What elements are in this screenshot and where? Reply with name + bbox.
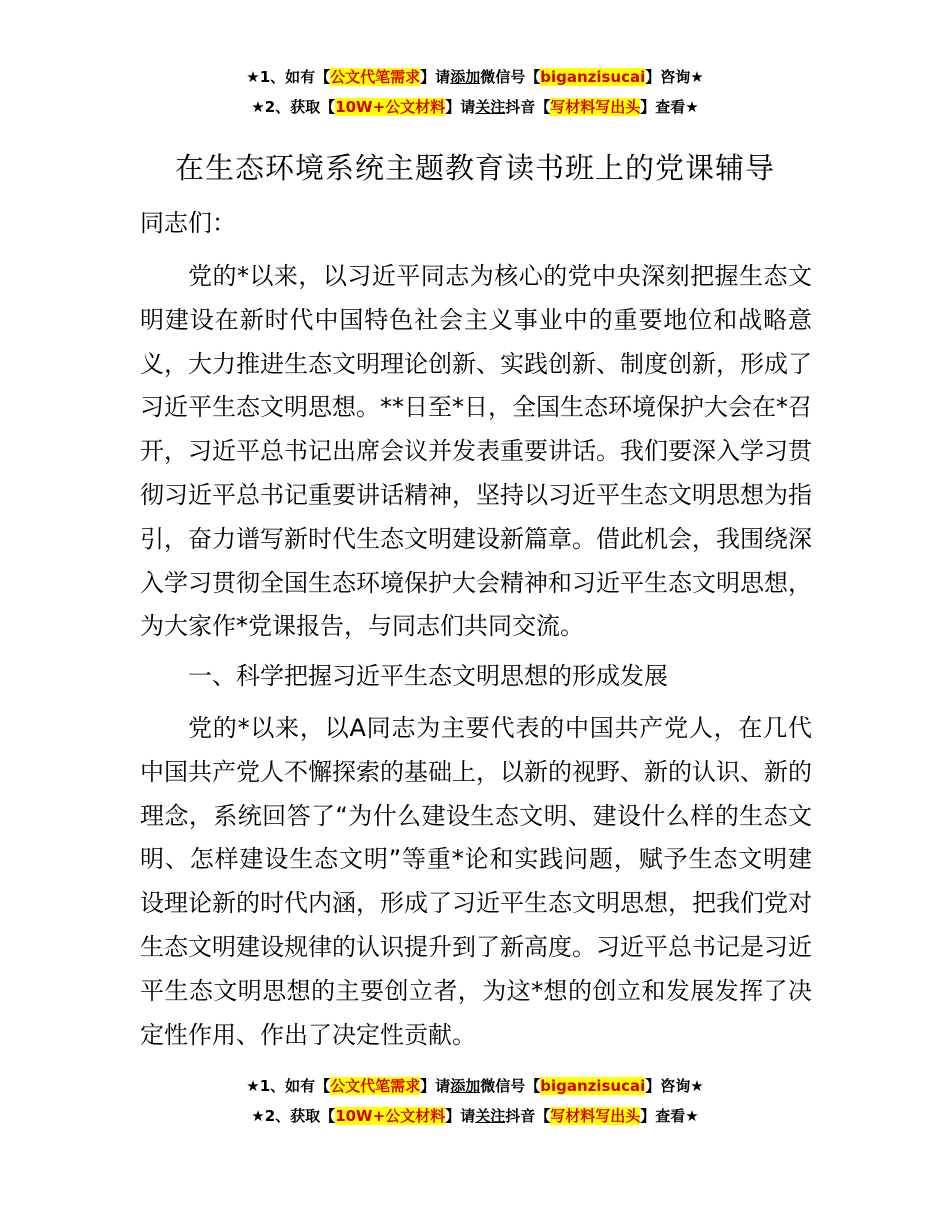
promo-highlight: 10W+公文材料 [335, 1107, 446, 1125]
promo-highlight: 公文代笔需求 [330, 1077, 421, 1095]
promo-wechat-id: biganzisucai [540, 68, 646, 86]
promo-text: 】咨询★ [645, 68, 704, 86]
paragraph-2: 党的*以来，以A同志为主要代表的中国共产党人，在几代中国共产党人不懈探索的基础上，以新的视野、新的认识、新的理念，系统回答了“为什么建设生态文明、建设什么样的生态文明、怎样建设生态文明”等重*论和实践问题，赋予生态文明建设理论新的时代内涵，形成了习近平生态文明思想，把我们党对生态文明建设规律的认识提升到了新高度。习近平总书记是习近平生态文明思想的主要创立者，为这*想的创立和发展发挥了决定性作用、作出了决定性贡献。 [140, 714, 812, 1049]
section-heading-1: 一、科学把握习近平生态文明思想的形成发展 [188, 662, 668, 690]
promo-text: ★2、获取【 [251, 1107, 336, 1125]
promo-text: 抖音【 [505, 98, 551, 116]
promo-underline: 关注 [475, 1107, 506, 1125]
promo-text: 】请 [420, 1077, 451, 1095]
promo-underline: 添加 [450, 1077, 481, 1095]
promo-text: 】查看★ [640, 1107, 699, 1125]
promo-douyin-id: 写材料写出头 [550, 98, 641, 116]
promo-banner-bottom [0, 1071, 950, 1131]
promo-line-2 [0, 92, 950, 122]
promo-banner-top [0, 62, 950, 122]
promo-text: ★1、如有【 [246, 68, 331, 86]
promo-line-2 [0, 1101, 950, 1131]
promo-wechat-id: biganzisucai [540, 1077, 646, 1095]
promo-underline: 关注 [475, 98, 506, 116]
promo-line-1 [0, 1071, 950, 1101]
promo-line-1 [0, 62, 950, 92]
promo-text: ★2、获取【 [251, 98, 336, 116]
promo-highlight: 10W+公文材料 [335, 98, 446, 116]
promo-text: 】请 [445, 98, 476, 116]
promo-underline: 添加 [450, 68, 481, 86]
salutation: 同志们： [140, 209, 236, 237]
promo-text: 微信号【 [480, 1077, 541, 1095]
document-title: 在生态环境系统主题教育读书班上的党课辅导 [174, 151, 775, 185]
promo-text: 】请 [445, 1107, 476, 1125]
promo-text: 】请 [420, 68, 451, 86]
promo-text: 】查看★ [640, 98, 699, 116]
promo-text: 微信号【 [480, 68, 541, 86]
promo-text: 】咨询★ [645, 1077, 704, 1095]
promo-douyin-id: 写材料写出头 [550, 1107, 641, 1125]
promo-highlight: 公文代笔需求 [330, 68, 421, 86]
promo-text: 抖音【 [505, 1107, 551, 1125]
promo-text: ★1、如有【 [246, 1077, 331, 1095]
paragraph-1: 党的*以来，以习近平同志为核心的党中央深刻把握生态文明建设在新时代中国特色社会主义事业中的重要地位和战略意义，大力推进生态文明理论创新、实践创新、制度创新，形成了习近平生态文明思想。**日至*日，全国生态环境保护大会在*召开，习近平总书记出席会议并发表重要讲话。我们要深入学习贯彻习近平总书记重要讲话精神，坚持以习近平生态文明思想为指引，奋力谱写新时代生态文明建设新篇章。借此机会，我围绕深入学习贯彻全国生态环境保护大会精神和习近平生态文明思想，为大家作*党课报告，与同志们共同交流。 [140, 262, 812, 641]
